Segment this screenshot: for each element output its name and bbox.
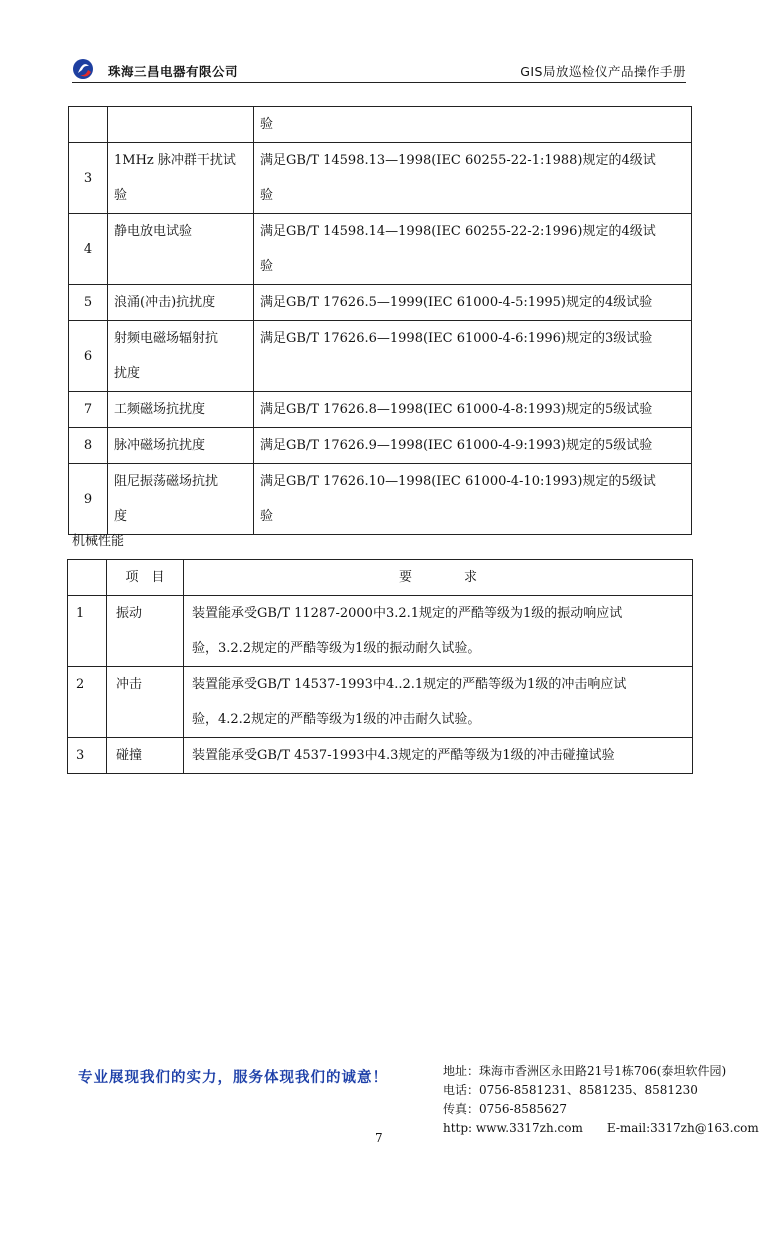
manual-title: GIS局放巡检仪产品操作手册 [520,64,686,79]
item-cell: 冲击 [107,667,184,738]
emc-test-table [68,106,692,535]
table-row [69,464,692,535]
row-number-cell: 6 [69,321,108,392]
test-name-cell [108,143,254,214]
test-name-line: 1MHz 脉冲群干扰试 [114,153,236,168]
table-row [69,392,692,428]
phone-line: 电话：0756-8581231、8581235、8581230 [443,1083,698,1097]
header-item-cell: 项 目 [107,560,184,596]
page-header [72,56,686,83]
test-name-line: 验 [114,188,128,203]
test-name-line: 静电放电试验 [114,224,193,239]
address-line: 地址：珠海市香洲区永田路21号1栋706(泰坦软件园) [443,1064,727,1078]
item-cell: 碰撞 [107,738,184,774]
requirement-line: 验 [260,259,274,274]
row-number-cell: 5 [69,285,108,321]
table-row [69,143,692,214]
table-row [69,428,692,464]
requirement-line: 满足GB/T 14598.14—1998(IEC 60255-22-2:1996)规定的4级试 [260,224,656,239]
test-name-line: 工频磁场抗扰度 [114,402,206,417]
requirement-cell [254,107,692,143]
requirement-line: 满足GB/T 17626.5—1999(IEC 61000-4-5:1995)规定的4级试验 [260,295,653,310]
test-name-cell [108,428,254,464]
requirement-line: 验 [260,509,274,524]
test-name-cell [108,392,254,428]
requirement-cell [254,321,692,392]
requirement-line: 装置能承受GB/T 11287-2000中3.2.1规定的严酷等级为1级的振动响应试 [192,606,623,621]
requirement-cell [184,738,693,774]
web-email-line: http: www.3317zh.com E-mail:3317zh@163.com [443,1121,759,1135]
company-logo-icon [72,58,94,80]
requirement-cell [254,143,692,214]
page-number: 7 [375,1131,383,1145]
table-row [69,321,692,392]
row-number-cell: 9 [69,464,108,535]
mechanical-section-title: 机械性能 [72,534,125,549]
table-row [69,107,692,143]
requirement-line: 验 [260,117,274,132]
requirement-line: 满足GB/T 14598.13—1998(IEC 60255-22-1:1988)规定的4级试 [260,153,656,168]
row-number-cell [69,107,108,143]
header-num-cell [68,560,107,596]
row-number-cell: 1 [68,596,107,667]
requirement-cell [254,392,692,428]
requirement-line: 满足GB/T 17626.9—1998(IEC 61000-4-9:1993)规定的5级试验 [260,438,653,453]
test-name-line: 射频电磁场辐射抗 [114,331,219,346]
header-req-cell: 要 求 [184,560,693,596]
requirement-cell [184,667,693,738]
row-number-cell: 2 [68,667,107,738]
requirement-line: 装置能承受GB/T 4537-1993中4.3规定的严酷等级为1级的冲击碰撞试验 [192,748,615,763]
item-cell: 振动 [107,596,184,667]
test-name-line: 扰度 [114,366,141,381]
table-row [68,596,693,667]
row-number-cell: 8 [69,428,108,464]
requirement-cell [184,596,693,667]
requirement-line: 满足GB/T 17626.6—1998(IEC 61000-4-6:1996)规定的3级试验 [260,331,653,346]
requirement-line: 满足GB/T 17626.10—1998(IEC 61000-4-10:1993)规定的5级试 [260,474,656,489]
requirement-cell [254,464,692,535]
row-number-cell: 4 [69,214,108,285]
test-name-cell [108,464,254,535]
test-name-line: 浪涌(冲击)抗扰度 [114,295,216,310]
requirement-line: 验 [260,188,274,203]
row-number-cell: 7 [69,392,108,428]
test-name-line: 脉冲磁场抗扰度 [114,438,206,453]
test-name-cell [108,285,254,321]
requirement-line: 验，3.2.2规定的严酷等级为1级的振动耐久试验。 [192,641,481,656]
requirement-cell [254,214,692,285]
test-name-line: 度 [114,509,128,524]
test-name-cell [108,321,254,392]
requirement-line: 满足GB/T 17626.8—1998(IEC 61000-4-8:1993)规定的5级试验 [260,402,653,417]
table-row [69,214,692,285]
footer-slogan: 专业展现我们的实力，服务体现我们的诚意！ [78,1069,388,1086]
table-row [68,667,693,738]
fax-line: 传真：0756-8585627 [443,1102,568,1116]
row-number-cell: 3 [69,143,108,214]
table-row [69,285,692,321]
company-name: 珠海三昌电器有限公司 [108,64,239,79]
table-header-row [68,560,693,596]
requirement-cell [254,285,692,321]
test-name-cell [108,214,254,285]
test-name-line: 阻尼振荡磁场抗扰 [114,474,219,489]
requirement-line: 装置能承受GB/T 14537-1993中4..2.1规定的严酷等级为1级的冲击响应试 [192,677,627,692]
test-name-cell [108,107,254,143]
row-number-cell: 3 [68,738,107,774]
requirement-cell [254,428,692,464]
table-row [68,738,693,774]
mechanical-performance-table [67,559,693,774]
contact-info [443,1062,759,1138]
requirement-line: 验，4.2.2规定的严酷等级为1级的冲击耐久试验。 [192,712,481,727]
